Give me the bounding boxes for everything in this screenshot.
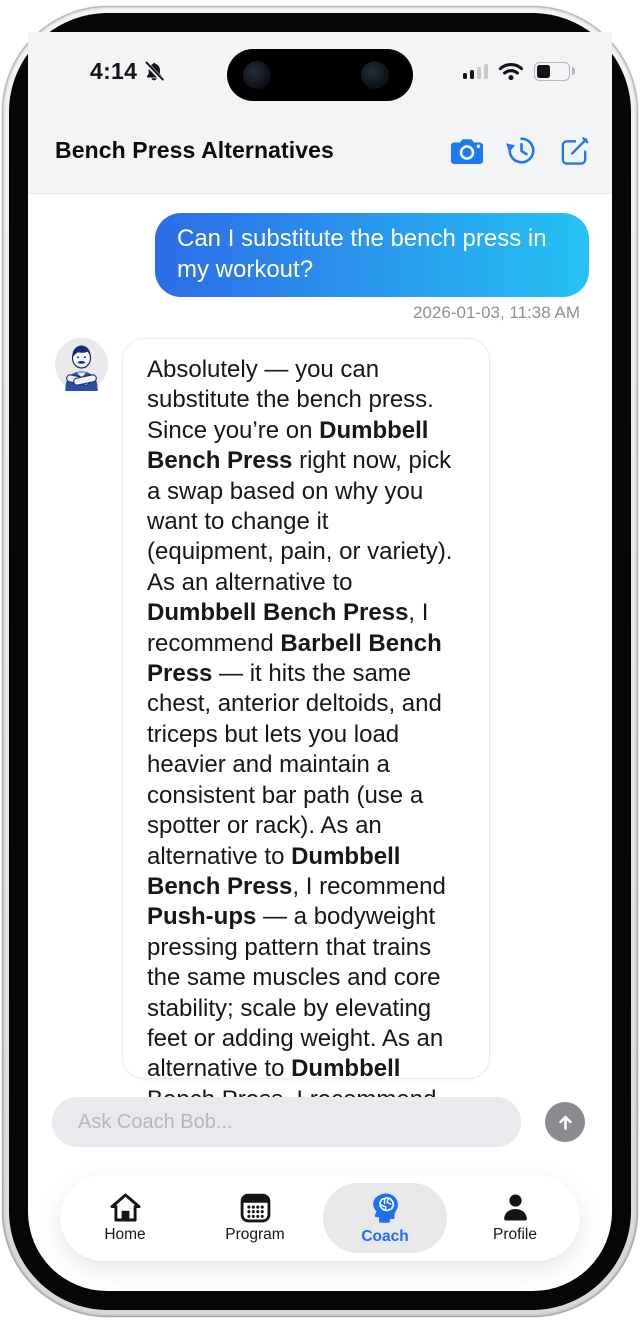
page-title: Bench Press Alternatives [55, 137, 334, 163]
tab-bar [60, 1175, 580, 1261]
camera-button[interactable] [450, 137, 484, 165]
tab-profile[interactable] [450, 1175, 580, 1261]
camera-icon [450, 137, 484, 165]
battery-icon [534, 62, 570, 81]
front-camera-lens-icon [361, 61, 389, 89]
phone-screen [28, 32, 612, 1291]
brain-head-icon [368, 1191, 402, 1225]
history-button[interactable] [505, 134, 538, 167]
coach-message-text: Absolutely — you can substitute the bench press. Since you’re on Dumbbell Bench Press right now, pick a swap based on why you want to change it (equipment, pain, or variety). As an alternative to Dumbbell Bench Press, I recommend Barbell Bench Press — it hits the same chest, anterior deltoids, and triceps but lets you load heavier and maintain a consistent bar path (use a spotter or rack). As an alternative to Dumbbell Bench Press, I recommend Push-ups — a bodyweight pressing pattern that trains the same muscles and core stability; scale by elevating feet or adding weight. As an alternative to Dumbbell [147, 356, 453, 1083]
arrow-up-icon [556, 1113, 575, 1132]
chat-header [55, 134, 590, 167]
battery-nub [572, 67, 575, 75]
compose-button[interactable] [559, 135, 590, 167]
tab-home[interactable] [60, 1175, 190, 1261]
user-message-bubble: Can I substitute the bench press in my workout? [155, 213, 589, 297]
compose-icon [559, 135, 590, 167]
tab-coach-label: Coach [361, 1227, 409, 1245]
status-time: 4:14 [90, 57, 138, 84]
message-timestamp: 2026-01-03, 11:38 AM [413, 303, 580, 322]
chat-input[interactable] [52, 1097, 521, 1147]
tab-program-label: Program [225, 1226, 285, 1243]
tab-profile-label: Profile [493, 1226, 537, 1243]
history-clock-icon [505, 134, 538, 167]
calendar-grid-icon [240, 1192, 271, 1223]
coach-avatar [55, 338, 108, 391]
coach-message-bubble [122, 338, 490, 1083]
battery-fill [537, 65, 550, 78]
tab-program[interactable] [190, 1175, 320, 1261]
phone-bezel [9, 13, 631, 1310]
front-camera-lens-icon [243, 61, 271, 89]
bell-slash-icon [143, 60, 165, 83]
tab-coach[interactable] [320, 1175, 450, 1261]
dynamic-island [227, 49, 413, 101]
phone-frame [2, 6, 638, 1317]
person-icon [501, 1192, 530, 1223]
home-icon [108, 1192, 143, 1223]
wifi-icon [498, 62, 524, 81]
send-button[interactable] [545, 1102, 585, 1142]
cellular-signal-icon [463, 63, 489, 79]
tab-home-label: Home [104, 1226, 146, 1243]
